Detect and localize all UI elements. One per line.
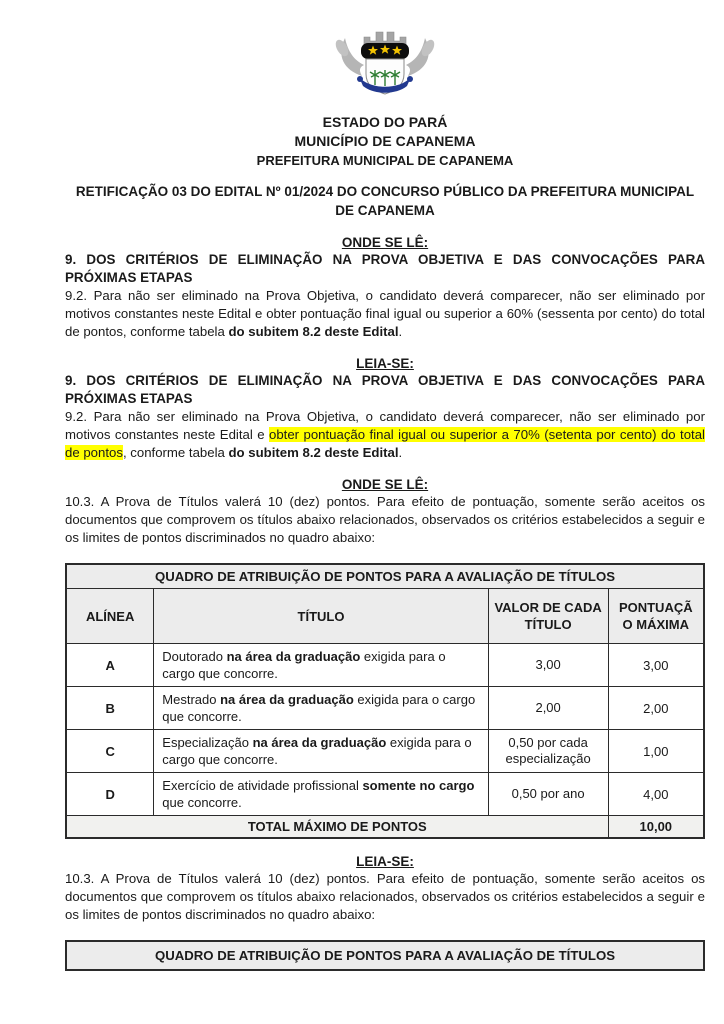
table-row [66,730,704,773]
col-header-pontuacao: PONTUAÇÃ O MÁXIMA [608,589,704,644]
cell-pontuacao: 1,00 [608,730,704,773]
paragraph-9-2-original: 9.2. Para não ser eliminado na Prova Objetiva, o candidato deverá comparecer, não ser eliminado por motivos constantes neste Edital e obter pontuação final igual ou superior a 60% (sessenta por cento) do total de pontos, conforme tabela do subitem 8.2 deste Edital. [65,288,705,339]
section-label-onde-se-le-2: ONDE SE LÊ: [341,477,429,492]
total-label: TOTAL MÁXIMO DE PONTOS [66,816,608,839]
paragraph-10-3-retificado: 10.3. A Prova de Títulos valerá 10 (dez) pontos. Para efeito de pontuação, somente serão aceitos os documentos que comprovem os títulos abaixo relacionados, observados os critérios estabelecidos a seguir e os limites de pontos discriminados no quadro abaixo: [65,871,705,922]
section-heading-9-leia-se: 9. DOS CRITÉRIOS DE ELIMINAÇÃO NA PROVA OBJETIVA E DAS CONVOCAÇÕES PARA PRÓXIMAS ETAPAS [65,373,705,406]
org-name: PREFEITURA MUNICIPAL DE CAPANEMA [256,153,514,168]
cell-pontuacao: 3,00 [608,644,704,687]
cell-valor: 2,00 [488,687,608,730]
table-title-row [66,941,704,970]
table-total-row [66,816,704,839]
municipality-name: MUNICÍPIO DE CAPANEMA [294,133,476,149]
section-label-leia-se-1: LEIA-SE: [356,356,414,371]
col-header-titulo: TÍTULO [154,589,488,644]
state-name: ESTADO DO PARÁ [322,114,448,130]
cell-titulo: Doutorado na área da graduação exigida para o cargo que concorre. [154,644,488,687]
table-title-row [66,564,704,589]
municipal-crest-icon [330,30,440,102]
total-value: 10,00 [608,816,704,839]
section-label-leia-se-2: LEIA-SE: [356,854,414,869]
cell-titulo: Exercício de atividade profissional somente no cargo que concorre. [154,773,488,816]
cell-valor: 0,50 por ano [488,773,608,816]
document-title: RETIFICAÇÃO 03 DO EDITAL Nº 01/2024 DO CONCURSO PÚBLICO DA PREFEITURA MUNICIPAL DE CAPANEMA [75,184,695,218]
highlighted-text: obter pontuação final igual ou superior a 70% (setenta por cento) do total de pontos [65,427,705,460]
org-header [65,113,705,170]
table-row [66,773,704,816]
cell-alinea: D [66,773,154,816]
table-title: QUADRO DE ATRIBUIÇÃO DE PONTOS PARA A AVALIAÇÃO DE TÍTULOS [66,564,704,589]
table-title-bottom: QUADRO DE ATRIBUIÇÃO DE PONTOS PARA A AVALIAÇÃO DE TÍTULOS [66,941,704,970]
paragraph-10-3-original: 10.3. A Prova de Títulos valerá 10 (dez) pontos. Para efeito de pontuação, somente serão aceitos os documentos que comprovem os títulos abaixo relacionados, observados os critérios estabelecidos a seguir e os limites de pontos discriminados no quadro abaixo: [65,494,705,545]
paragraph-9-2-retificado: 9.2. Para não ser eliminado na Prova Objetiva, o candidato deverá comparecer, não ser eliminado por motivos constantes neste Edital e obter pontuação final igual ou superior a 70% (setenta por cento) do total de pontos, conforme tabela do subitem 8.2 deste Edital. [65,409,705,460]
cell-alinea: A [66,644,154,687]
section-label-onde-se-le-1: ONDE SE LÊ: [341,235,429,250]
table-header-row [66,589,704,644]
table-row [66,687,704,730]
cell-titulo: Mestrado na área da graduação exigida para o cargo que concorre. [154,687,488,730]
titles-points-table-bottom [65,940,705,971]
cell-alinea: B [66,687,154,730]
crest-container [65,30,705,107]
col-header-alinea: ALÍNEA [66,589,154,644]
col-header-valor: VALOR DE CADA TÍTULO [488,589,608,644]
cell-pontuacao: 2,00 [608,687,704,730]
cell-pontuacao: 4,00 [608,773,704,816]
cell-titulo: Especialização na área da graduação exigida para o cargo que concorre. [154,730,488,773]
cell-alinea: C [66,730,154,773]
cell-valor: 3,00 [488,644,608,687]
titles-points-table [65,563,705,839]
cell-valor: 0,50 por cada especialização [488,730,608,773]
table-row [66,644,704,687]
crest-palm-trees [370,70,400,86]
section-heading-9: 9. DOS CRITÉRIOS DE ELIMINAÇÃO NA PROVA OBJETIVA E DAS CONVOCAÇÕES PARA PRÓXIMAS ETAPAS [65,252,705,285]
